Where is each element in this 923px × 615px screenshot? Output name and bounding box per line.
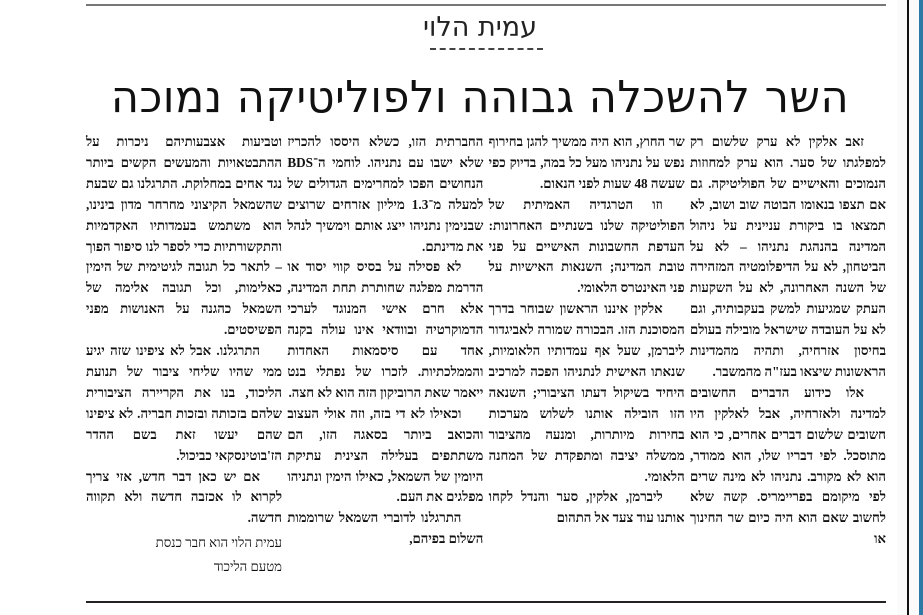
column-4 (86, 132, 282, 602)
bottom-divider (86, 601, 886, 603)
paragraph: לא פסילה על בסיס קווי יסוד או הדרמת מפלגה שחותרת תחת המדינה, אלא חרם אישי המנוגד לערכי הדמוקרטיה ובוודאי אינו עולה בקנה אחד עם סיסמאות האחדות והממלכתיות. לזכרו של נפתלי בנט ייאמר שאת הרוביקון הזה הוא לא חצה. (287, 259, 484, 400)
paragraph: שר החוץ, הוא היה ממשיך להגן בחירוף נפש על נתניהו מעל כל במה, בדיוק כפי שעשה 48 שעות לפני הנאום. (488, 134, 685, 191)
author-name: עמית הלוי (423, 12, 537, 43)
window-edge-bar (919, 0, 923, 615)
author-bio-line: מטעם הליכוד (213, 559, 282, 575)
paragraph: זאב אלקין לא ערק שלשום רק למפלגתו של סער. הוא ערק למחוזות הנמוכים והאישיים של הפוליטיקה. גם אם תצפו בנאומו הבוטה שוב ושוב, לא תמצאו בו ביקורת עניינית על ניהול המדינה בהנהגת נתניהו – לא על הביטחון, לא על הדיפלומטיה המזהירה של השנה האחרונה, לא על השקעות העתק שמגיעות למשק בעקבותיה, וגם לא על העובדה שישראל מובילה בעולם בחיסון אזרחיה, ותהיה מהמדינות הראשונות שיצאו בעז"ה מהמשבר. (689, 134, 886, 379)
paragraph: אלו כידוע הדברים החשובים למדינה ולאזרחיה, אבל לאלקין היו חשובים שלשום דברים אחרים, כי הוא מתוסכל. לפי דבריו שלו, הוא ממודר, הוא לא מקורב. נתניהו לא מינה שרים לפי מיקומם בפריימריס. קשה שלא לחשוב שאם הוא היה כיום שר החינוך או (689, 384, 886, 547)
paragraph: החברתית הזו, כשלא היססו להכריז שלא ישבו עם נתניהו. לוחמי ה־BDS הנחושים הפכו למחרימים הגדולים של למעלה מ־1.3 מיליון אזרחים שרוצים שבנימין נתניהו ייצג אותם וימשיך לנהל את מדינתם. (287, 134, 484, 254)
paragraph: וטביעות אצבעותיהם ניכרות על ההתבטאויות והמעשים הקשים ביותר נגד אחים במחלוקת. התרגלנו גם שבעת שהשמאל הקיצוני מחרחר מדון בינינו, הוא משתמש בעמדותיו האקדמיות והתקשורתיות כדי לספר לנו סיפור הפוך – לתאר כל תגובה לגיטימית של הימין כאלימות, וכל תגובה אלימה של השמאל כהגנה על האנושות מפני הפשיסטים. (86, 134, 282, 338)
frame-border (907, 0, 909, 615)
paragraph: אלקין איננו הראשון שבוחר בדרך המסוכנת הזו. הבכורה שמורה לאביגדור ליברמן, שעל אף עמדותיו הלאומיות, שנאתו האישית לנתניהו הפכה למרכיב היחיד בשיקול דעתו הציבורי; השנאה הזו הובילה אותנו לשלוש מערכות בחירות מיותרות, ומנעה מהציבור ממשלה יציבה ומתפקדת של המחנה הלאומי. (488, 301, 685, 484)
paragraph: התרגלנו. אבל לא ציפינו שזה יגיע ממי שהיו שליחי ציבור של תנועת הליכוד, בנו את הקריירה הציבורית שלהם בזכותה ובזכות חבריה. לא ציפינו שהם יעשו זאת בשם ההדר הז'בוטינסקאי כביכול. (86, 343, 282, 463)
paragraph: התרגלנו לדוברי השמאל שרוממות השלום בפיהם, (287, 510, 484, 547)
paragraph: אם יש כאן דבר חדש, אזי צריך לקרוא לו אכזבה חדשה ולא תקווה חדשה. (86, 468, 282, 526)
author-bio-line: עמית הלוי הוא חבר כנסת (155, 535, 282, 551)
top-divider (86, 4, 886, 6)
paragraph: וזו הטרגדיה האמיתית של הפוליטיקה שלנו בשנתיים האחרונות: העדפת החשבונות האישיים על פני טובת המדינה; השנאות האישיות על פני האינטרס הלאומי. (488, 196, 685, 296)
paragraph: ליברמן, אלקין, סער והנדל לקחו אותנו עוד צעד אל התהום (488, 489, 685, 526)
column-1 (690, 132, 886, 602)
author-underline (430, 48, 543, 50)
article-body (86, 132, 886, 602)
paragraph: וכאילו לא די בזה, וזה אולי העצוב והכואב ביותר בסאגה הזו, הם משתתפים בעלילה הצינית עתיקת היומין של השמאל, כאילו הימין ונתניהו מפלגים את העם. (287, 405, 484, 505)
author-bio (86, 531, 282, 579)
column-3 (287, 132, 483, 602)
headline: השר להשכלה גבוהה ולפוליטיקה נמוכה (110, 72, 850, 123)
column-2 (489, 132, 685, 602)
